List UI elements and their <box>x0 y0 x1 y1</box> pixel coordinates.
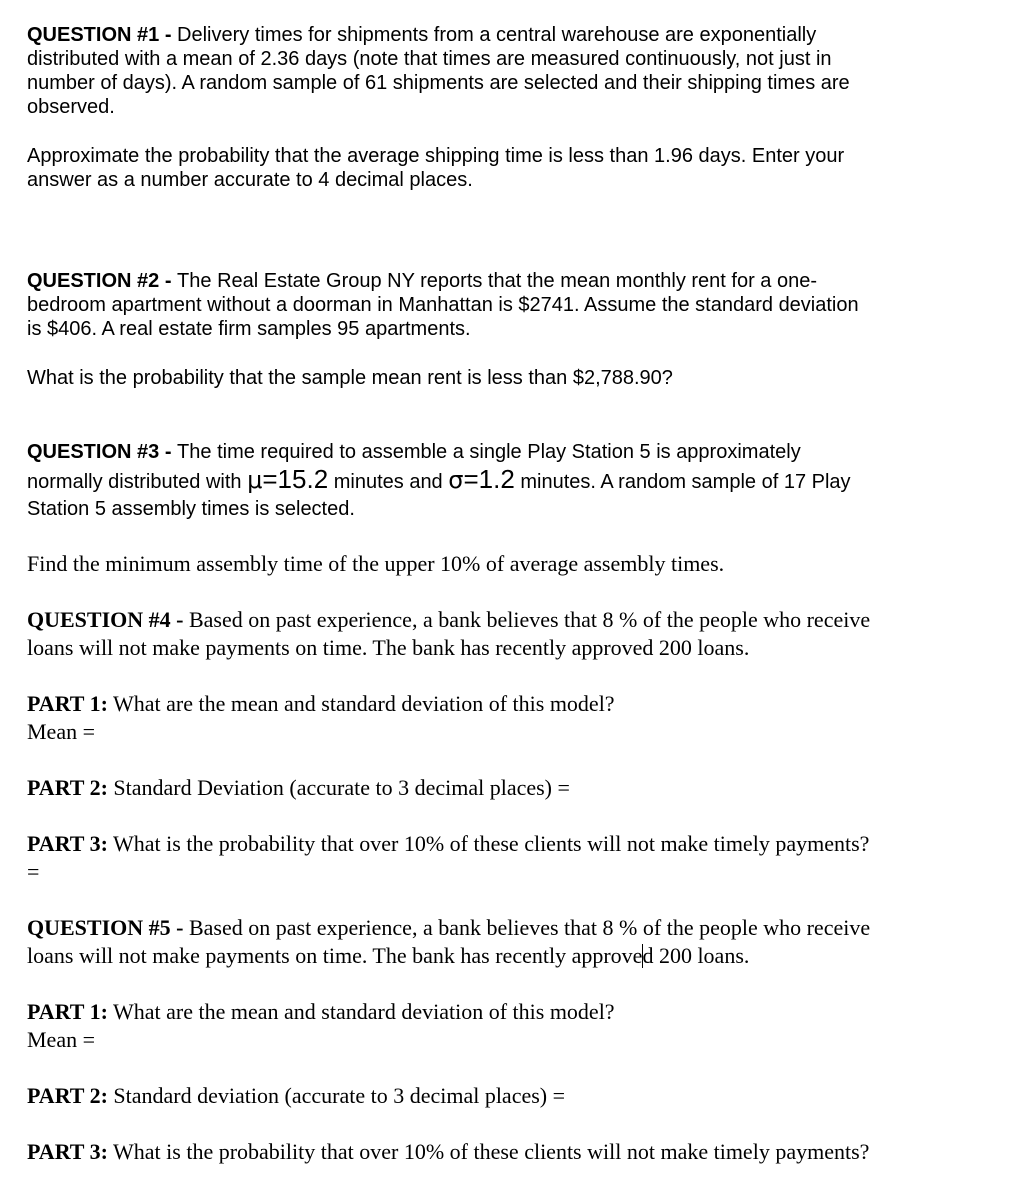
question-1-prompt <box>27 144 967 192</box>
question-4-part-3-equals: = <box>27 859 40 884</box>
question-1-statement <box>27 23 967 119</box>
question-5-part-1-text: What are the mean and standard deviation of this model? <box>107 999 615 1024</box>
question-5-part-1-question <box>27 998 987 1026</box>
question-5-text-2b: d 200 loans. <box>642 943 750 968</box>
question-2-text-1: The Real Estate Group NY reports that the mean monthly rent for a one- <box>177 270 818 292</box>
question-5-part-2-label: PART 2: <box>27 1083 108 1108</box>
question-4-part-3-text: What is the probability that over 10% of these clients will not make timely payments? <box>107 831 870 856</box>
question-4-label: QUESTION #4 <box>27 607 171 632</box>
question-4-part-1-question <box>27 690 987 718</box>
question-1-line-3: number of days). A random sample of 61 shipments are selected and their shipping times are <box>27 72 850 94</box>
question-3-label: QUESTION #3 <box>27 441 160 463</box>
question-4-part-2-text: Standard Deviation (accurate to 3 decimal places) = <box>107 775 570 800</box>
question-3-text-2a: normally distributed with <box>27 471 248 493</box>
question-2-label: QUESTION #2 <box>27 270 160 292</box>
question-4-line-1 <box>27 606 987 634</box>
question-2-statement <box>27 269 967 341</box>
question-5-part-2-text: Standard deviation (accurate to 3 decimal places) = <box>107 1083 566 1108</box>
question-5-part-1-label: PART 1: <box>27 999 108 1024</box>
question-5-part-3 <box>27 1138 987 1166</box>
question-4-part-2 <box>27 774 987 802</box>
question-4-part-3-label: PART 3: <box>27 831 108 856</box>
question-4-separator: - <box>170 607 189 632</box>
question-5-part-2 <box>27 1082 987 1110</box>
question-3-prompt: Find the minimum assembly time of the upper 10% of average assembly times. <box>27 551 725 576</box>
sigma-symbol: σ <box>448 466 464 494</box>
question-1-text-1: Delivery times for shipments from a central warehouse are exponentially <box>177 24 817 46</box>
question-2-separator: - <box>159 270 178 292</box>
question-5-separator: - <box>170 915 189 940</box>
question-1-line-2: distributed with a mean of 2.36 days (note that times are measured continuously, not just in <box>27 48 832 70</box>
question-5-part-3-label: PART 3: <box>27 1139 108 1164</box>
question-2-line-2: bedroom apartment without a doorman in Manhattan is $2741. Assume the standard deviation <box>27 294 859 316</box>
question-1-separator: - <box>159 24 178 46</box>
question-5-line-1 <box>27 914 987 942</box>
question-4-part-1-text: What are the mean and standard deviation of this model? <box>107 691 615 716</box>
mu-value: =15.2 <box>262 464 329 494</box>
question-1-label: QUESTION #1 <box>27 24 160 46</box>
question-2-prompt: What is the probability that the sample mean rent is less than $2,788.90? <box>27 367 673 389</box>
question-3-text-2b: minutes and <box>328 471 449 493</box>
question-5-part-1 <box>27 998 987 1054</box>
question-3-line-2 <box>27 464 967 497</box>
question-2-line-3: is $406. A real estate firm samples 95 apartments. <box>27 318 471 340</box>
question-3-separator: - <box>159 441 178 463</box>
question-5-mean-label: Mean = <box>27 1027 95 1052</box>
question-5-label: QUESTION #5 <box>27 915 171 940</box>
question-5-text-1: Based on past experience, a bank believes that 8 % of the people who receive <box>188 915 871 940</box>
question-3-line-1 <box>27 440 967 464</box>
question-5-part-3-text: What is the probability that over 10% of these clients will not make timely payments? <box>107 1139 870 1164</box>
question-4-statement <box>27 606 987 662</box>
sigma-value: =1.2 <box>463 464 515 494</box>
question-3-statement <box>27 440 967 521</box>
question-3-text-2c: minutes. A random sample of 17 Play <box>514 471 851 493</box>
question-1-line-4: observed. <box>27 96 115 118</box>
question-5-line-2[interactable] <box>27 942 987 970</box>
question-4-part-1 <box>27 690 987 746</box>
question-3-line-3: Station 5 assembly times is selected. <box>27 498 355 520</box>
question-1-prompt-line-2: answer as a number accurate to 4 decimal places. <box>27 169 473 191</box>
question-4-mean-label: Mean = <box>27 719 95 744</box>
question-2-line-1 <box>27 269 967 293</box>
question-4-text-1: Based on past experience, a bank believes that 8 % of the people who receive <box>188 607 871 632</box>
question-5-text-2a: loans will not make payments on time. The bank has recently approve <box>27 943 643 968</box>
question-1-line-1 <box>27 23 967 47</box>
question-5-statement <box>27 914 987 970</box>
question-1-prompt-line-1: Approximate the probability that the average shipping time is less than 1.96 days. Enter your <box>27 145 845 167</box>
question-3-text-1: The time required to assemble a single Play Station 5 is approximately <box>177 441 801 463</box>
question-4-part-2-label: PART 2: <box>27 775 108 800</box>
question-4-part-1-label: PART 1: <box>27 691 108 716</box>
question-4-part-3 <box>27 830 987 886</box>
question-4-line-2: loans will not make payments on time. The bank has recently approved 200 loans. <box>27 635 750 660</box>
mu-symbol: μ <box>247 466 263 494</box>
question-4-part-3-question <box>27 830 987 858</box>
